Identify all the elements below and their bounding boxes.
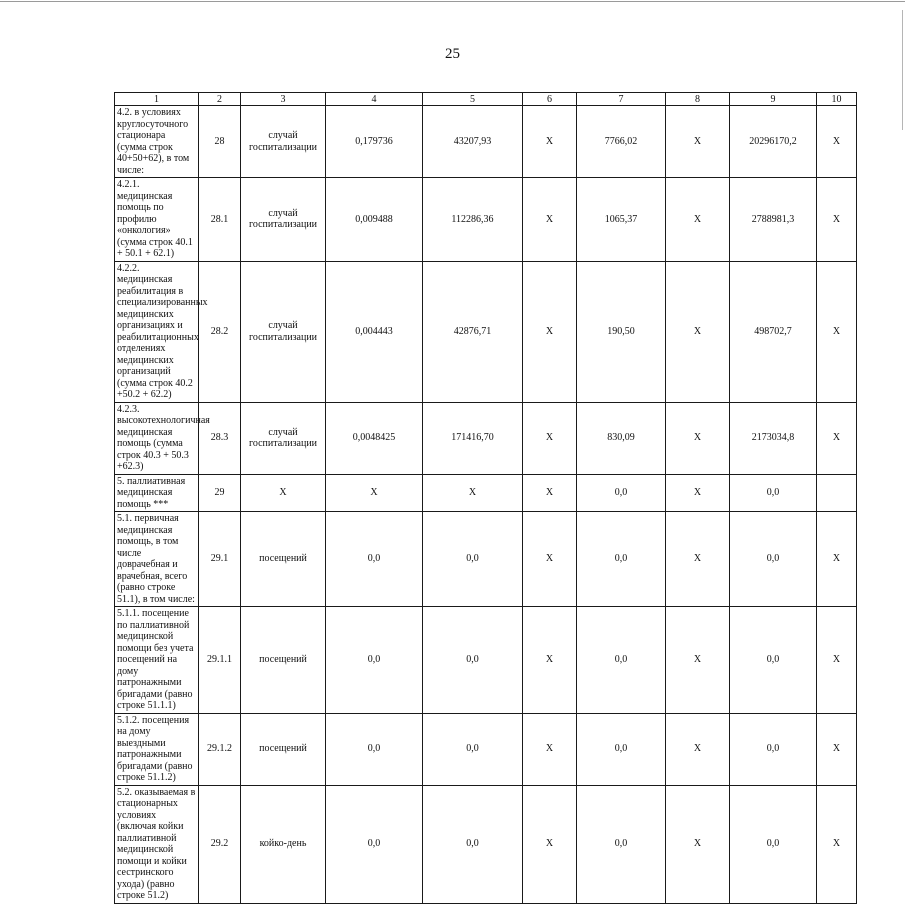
table-row (115, 713, 857, 785)
volume-cell: 0,179736 (326, 106, 423, 178)
volume-cell: 0,0 (326, 512, 423, 607)
cell-col10: Х (817, 512, 857, 607)
cell-col10: Х (817, 178, 857, 262)
total-cell: 0,0 (730, 607, 817, 714)
unit-cell: случай госпитализации (241, 178, 326, 262)
cell-col6: Х (523, 785, 577, 903)
table-row (115, 402, 857, 474)
cost-cell: 0,0 (423, 512, 523, 607)
column-number: 1 (115, 93, 199, 106)
unit-cell: койко-день (241, 785, 326, 903)
cell-col10: Х (817, 402, 857, 474)
cell-col8: Х (666, 178, 730, 262)
cell-col6: Х (523, 402, 577, 474)
table-row (115, 607, 857, 714)
row-code: 28.3 (199, 402, 241, 474)
table-row (115, 512, 857, 607)
cell-col6: Х (523, 178, 577, 262)
volume-cell: 0,009488 (326, 178, 423, 262)
cell-col10: Х (817, 713, 857, 785)
unit-cell: Х (241, 474, 326, 512)
column-number: 7 (577, 93, 666, 106)
cell-col10: Х (817, 106, 857, 178)
table-row (115, 106, 857, 178)
column-number: 9 (730, 93, 817, 106)
scan-edge-mark (902, 10, 903, 130)
row-code: 29.2 (199, 785, 241, 903)
row-name: 4.2.3. высокотехнологичная медицинская помощь (сумма строк 40.3 + 50.3 +62.3) (115, 402, 199, 474)
percapita-cell: 0,0 (577, 474, 666, 512)
cell-col8: Х (666, 474, 730, 512)
column-number: 4 (326, 93, 423, 106)
unit-cell: посещений (241, 512, 326, 607)
column-number: 6 (523, 93, 577, 106)
total-cell: 0,0 (730, 713, 817, 785)
page-number: 25 (445, 46, 460, 62)
table-row (115, 178, 857, 262)
volume-cell: 0,0 (326, 607, 423, 714)
table-row (115, 785, 857, 903)
total-cell: 0,0 (730, 785, 817, 903)
cell-col8: Х (666, 512, 730, 607)
table-row (115, 474, 857, 512)
percapita-cell: 0,0 (577, 512, 666, 607)
total-cell: 2788981,3 (730, 178, 817, 262)
column-number: 5 (423, 93, 523, 106)
column-number: 8 (666, 93, 730, 106)
column-number: 3 (241, 93, 326, 106)
cost-cell: 0,0 (423, 713, 523, 785)
row-code: 28.1 (199, 178, 241, 262)
cost-cell: 42876,71 (423, 261, 523, 402)
cell-col6: Х (523, 261, 577, 402)
row-code: 29.1.1 (199, 607, 241, 714)
cell-col8: Х (666, 785, 730, 903)
cell-col8: Х (666, 607, 730, 714)
cell-col6: Х (523, 713, 577, 785)
cell-col6: Х (523, 607, 577, 714)
financing-table (114, 92, 857, 904)
top-border-line (0, 1, 905, 2)
row-code: 28.2 (199, 261, 241, 402)
row-name: 4.2.1. медицинская помощь по профилю «онкология» (сумма строк 40.1 + 50.1 + 62.1) (115, 178, 199, 262)
percapita-cell: 830,09 (577, 402, 666, 474)
row-code: 29.1.2 (199, 713, 241, 785)
unit-cell: случай госпитализации (241, 261, 326, 402)
cell-col6: Х (523, 106, 577, 178)
total-cell: 498702,7 (730, 261, 817, 402)
row-name: 4.2.2. медицинская реабилитация в специализированных медицинских организациях и реабилитационных отделениях медицинских организаций (сумма строк 40.2 +50.2 + 62.2) (115, 261, 199, 402)
cost-cell: 0,0 (423, 785, 523, 903)
volume-cell: 0,0 (326, 785, 423, 903)
unit-cell: посещений (241, 607, 326, 714)
cell-col8: Х (666, 402, 730, 474)
percapita-cell: 190,50 (577, 261, 666, 402)
cell-col6: Х (523, 474, 577, 512)
cell-col8: Х (666, 261, 730, 402)
row-name: 5.1.2. посещения на дому выездными патронажными бригадами (равно строке 51.1.2) (115, 713, 199, 785)
cell-col6: Х (523, 512, 577, 607)
volume-cell: 0,004443 (326, 261, 423, 402)
cell-col8: Х (666, 106, 730, 178)
row-name: 5. паллиативная медицинская помощь *** (115, 474, 199, 512)
volume-cell: 0,0 (326, 713, 423, 785)
cell-col10: Х (817, 261, 857, 402)
row-name: 5.2. оказываемая в стационарных условиях (включая койки паллиативной медицинской помощи и койки сестринского ухода) (равно строке 51.2) (115, 785, 199, 903)
row-code: 28 (199, 106, 241, 178)
column-number: 10 (817, 93, 857, 106)
row-name: 4.2. в условиях круглосуточного стационара (сумма строк 40+50+62), в том числе: (115, 106, 199, 178)
table-row (115, 261, 857, 402)
total-cell: 0,0 (730, 512, 817, 607)
percapita-cell: 0,0 (577, 785, 666, 903)
percapita-cell: 7766,02 (577, 106, 666, 178)
column-number: 2 (199, 93, 241, 106)
unit-cell: случай госпитализации (241, 402, 326, 474)
cell-col10: Х (817, 607, 857, 714)
row-name: 5.1.1. посещение по паллиативной медицинской помощи без учета посещений на дому патронажными бригадами (равно строке 51.1.1) (115, 607, 199, 714)
volume-cell: 0,0048425 (326, 402, 423, 474)
row-code: 29 (199, 474, 241, 512)
row-name: 5.1. первичная медицинская помощь, в том числе доврачебная и врачебная, всего (равно строке 51.1), в том числе: (115, 512, 199, 607)
cost-cell: 171416,70 (423, 402, 523, 474)
total-cell: 2173034,8 (730, 402, 817, 474)
cost-cell: Х (423, 474, 523, 512)
column-number-row (115, 93, 857, 106)
cell-col10: Х (817, 785, 857, 903)
percapita-cell: 1065,37 (577, 178, 666, 262)
total-cell: 0,0 (730, 474, 817, 512)
total-cell: 20296170,2 (730, 106, 817, 178)
cell-col10 (817, 474, 857, 512)
unit-cell: посещений (241, 713, 326, 785)
cell-col8: Х (666, 713, 730, 785)
cost-cell: 0,0 (423, 607, 523, 714)
percapita-cell: 0,0 (577, 607, 666, 714)
volume-cell: Х (326, 474, 423, 512)
percapita-cell: 0,0 (577, 713, 666, 785)
unit-cell: случай госпитализации (241, 106, 326, 178)
cost-cell: 43207,93 (423, 106, 523, 178)
row-code: 29.1 (199, 512, 241, 607)
cost-cell: 112286,36 (423, 178, 523, 262)
